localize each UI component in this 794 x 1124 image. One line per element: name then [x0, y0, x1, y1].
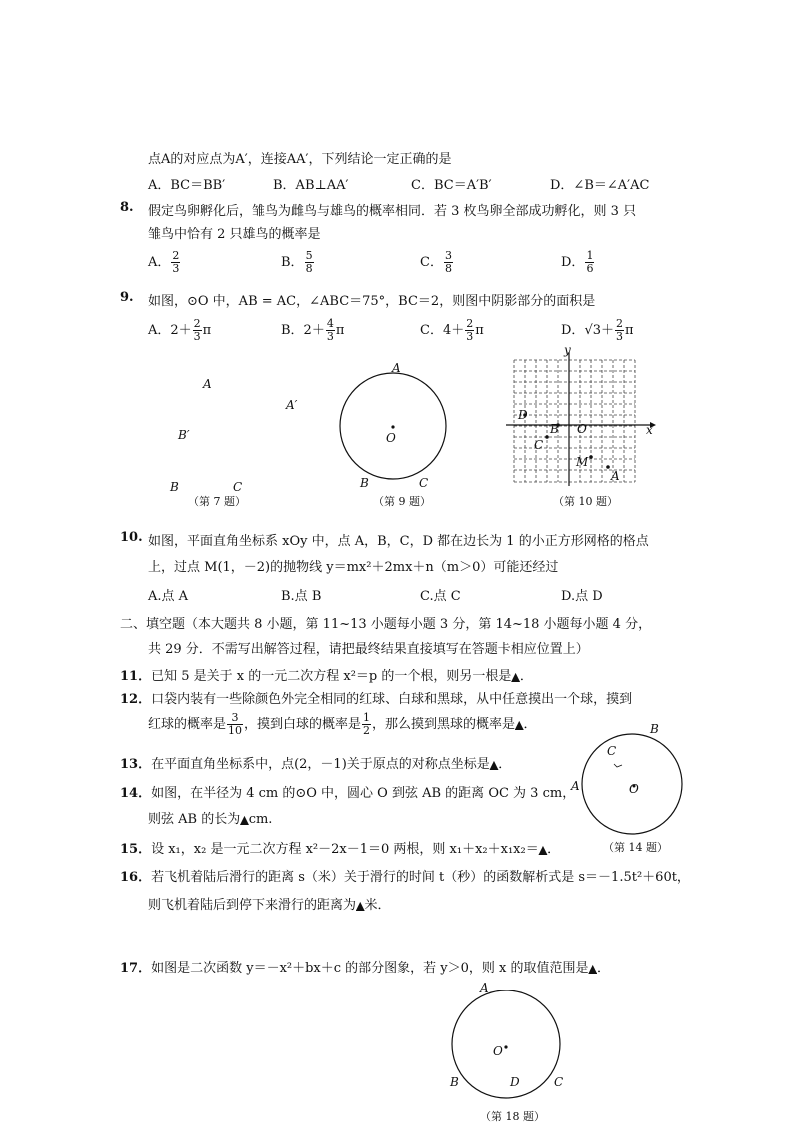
q17	[120, 957, 610, 976]
q8-option-c[interactable]	[420, 250, 454, 275]
q14-line2	[148, 808, 272, 827]
q15-number: 15．	[120, 842, 152, 857]
fig7-caption: （第 7 题）	[188, 495, 246, 508]
q8-line2: 雏鸟中恰有 2 只雄鸟的概率是	[148, 227, 321, 242]
fig10-label-c: C	[534, 438, 544, 452]
q12-number: 12．	[120, 692, 152, 707]
fig9-caption: （第 9 题）	[373, 495, 431, 508]
fig18-caption: （第 18 题）	[480, 1110, 545, 1123]
q12-text2: 红球的概率是	[148, 717, 227, 732]
fig18-label-c: C	[554, 1075, 564, 1089]
q14-line1	[120, 782, 575, 801]
q15-end: ．	[547, 842, 561, 857]
fig10-point-a	[606, 465, 610, 469]
q8-number: 8.	[120, 200, 134, 215]
fig10-label-y: y	[564, 343, 571, 357]
fig7-label-c: C	[233, 480, 243, 494]
plus-sign: ＋	[601, 323, 615, 338]
q14-answer-blank[interactable]: ▲	[240, 813, 249, 826]
fig9-center-dot	[391, 425, 394, 428]
q16-text1: 若飞机着陆后滑行的距离 s（米）关于滑行的时间 t（秒）的函数解析式是 s＝－1.5t²＋60t，	[151, 870, 690, 885]
q16-text2: 则飞机着陆后到停下来滑行的距离为	[148, 898, 357, 913]
q12-frac-white: $\frac{1}{2}$	[363, 711, 371, 737]
q9-a-frac: $\frac{2}{3}$	[193, 317, 201, 343]
fig7-label-a-prime: A′	[286, 398, 298, 412]
fig14-right-angle-mark	[614, 764, 622, 767]
q12-line1	[120, 688, 632, 707]
fig18-label-b: B	[450, 1075, 459, 1089]
q17-number: 17．	[120, 961, 152, 976]
q12-text1: 口袋内装有一些除颜色外完全相同的红球、白球和黑球，从中任意摸出一个球，摸到	[151, 692, 633, 707]
q12-answer-blank[interactable]: ▲	[515, 718, 524, 731]
fig18-label-o: O	[493, 1044, 503, 1058]
q15-text: 设 x₁，x₂ 是一元二次方程 x²－2x－1＝0 两根，则 x₁＋x₂＋x₁x₂＝	[151, 842, 539, 857]
fig18-center-dot	[504, 1045, 507, 1048]
q10-option-a[interactable]: A.点 A	[148, 589, 189, 604]
fig14-label-o: O	[629, 782, 639, 796]
fig10-label-d: D	[518, 408, 528, 422]
fig18-svg	[448, 990, 566, 1100]
q13-number: 13．	[120, 757, 152, 772]
q13	[120, 753, 511, 772]
q13-text: 在平面直角坐标系中，点(2，－1)关于原点的对称点坐标是	[151, 757, 490, 772]
section2-heading-line1: 二、填空题（本大题共 8 小题，第 11~13 小题每小题 3 分，第 14~18 小题每小题 4 分，	[120, 617, 652, 632]
q9-number: 9.	[120, 290, 134, 305]
q9-a-prefix: A．2＋	[148, 323, 192, 338]
q9-option-a[interactable]	[148, 318, 211, 343]
q8-c-letter: C．	[420, 255, 443, 270]
q9-d-prefix: D．	[561, 323, 585, 338]
fig14-label-b: B	[650, 722, 659, 736]
q8-d-frac: $\frac{1}{6}$	[586, 249, 594, 275]
fig9-label-a: A	[392, 361, 401, 375]
q9-option-d[interactable]	[561, 318, 634, 343]
q7-option-d[interactable]: D．∠B＝∠A′AC	[550, 178, 650, 193]
fig14-label-a: A	[571, 779, 580, 793]
fig7-label-b-prime: B′	[178, 428, 190, 442]
q11-text: 已知 5 是关于 x 的一元二次方程 x²＝p 的一个根，则另一根是	[151, 669, 512, 684]
q17-end: ．	[597, 961, 611, 976]
fig10-label-x: x	[646, 423, 653, 437]
q9-stem: 如图，⊙O 中，AB = AC，∠ABC＝75°，BC＝2，则图中阴影部分的面积是	[148, 294, 596, 309]
fig7-label-b: B	[170, 480, 179, 494]
q10-number: 10.	[120, 530, 143, 545]
q8-option-d[interactable]	[561, 250, 595, 275]
q13-end: ．	[498, 757, 512, 772]
q17-text: 如图是二次函数 y＝－x²＋bx＋c 的部分图象，若 y＞0，则 x 的取值范围是	[151, 961, 589, 976]
q11-number: 11．	[120, 669, 152, 684]
q8-a-letter: A．	[148, 255, 171, 270]
fig9-label-b: B	[360, 476, 369, 490]
q15-answer-blank[interactable]: ▲	[538, 843, 548, 856]
q9-option-b[interactable]	[281, 318, 344, 343]
q9-b-prefix: B．2＋	[281, 323, 325, 338]
q9-c-frac: $\frac{2}{3}$	[466, 317, 474, 343]
fig10-label-b: B	[550, 422, 559, 436]
pi-symbol: π	[475, 323, 484, 338]
q14-text2: 则弦 AB 的长为	[148, 812, 241, 827]
q9-b-frac: $\frac{4}{3}$	[326, 317, 334, 343]
q10-option-d[interactable]: D.点 D	[561, 589, 603, 604]
pi-symbol: π	[625, 323, 634, 338]
q10-line1: 如图，平面直角坐标系 xOy 中，点 A，B，C，D 都在边长为 1 的小正方形网格的格点	[148, 534, 649, 549]
fig10-point-m	[589, 455, 593, 459]
sqrt-three: √3	[584, 323, 601, 338]
fig9-circle-svg	[336, 370, 452, 482]
fig10-label-m: M	[576, 455, 589, 469]
q9-option-c[interactable]	[420, 318, 484, 343]
fig10-caption: （第 10 题）	[553, 495, 618, 508]
q10-option-c[interactable]: C.点 C	[420, 589, 461, 604]
q10-option-b[interactable]: B.点 B	[281, 589, 322, 604]
q13-answer-blank[interactable]: ▲	[489, 758, 499, 771]
pi-symbol: π	[335, 323, 345, 338]
fig10-point-c	[545, 435, 549, 439]
fig10-grid	[514, 360, 635, 482]
fig10-label-o: O	[577, 422, 587, 436]
q8-option-a[interactable]	[148, 250, 181, 275]
q8-option-b[interactable]	[281, 250, 315, 275]
q11-answer-blank[interactable]: ▲	[511, 670, 520, 683]
q7-option-a[interactable]: A．BC＝BB′	[148, 178, 226, 193]
q7-option-c[interactable]: C．BC＝A′B′	[411, 178, 492, 193]
q8-d-letter: D．	[561, 255, 585, 270]
q12-text4: ，那么摸到黑球的概率是	[372, 717, 516, 732]
section2-heading-line2: 共 29 分．不需写出解答过程，请把最终结果直接填写在答题卡相应位置上）	[148, 642, 589, 657]
q16-line2	[148, 894, 391, 913]
q12-frac-red: $\frac{3}{10}$	[228, 711, 243, 737]
q14-text1: 如图，在半径为 4 cm 的⊙O 中，圆心 O 到弦 AB 的距离 OC 为 3 cm，	[151, 786, 576, 801]
fig18-circle	[452, 990, 560, 1098]
q8-line1: 假定鸟卵孵化后，雏鸟为雌鸟与雄鸟的概率相同．若 3 枚鸟卵全部成功孵化，则 3 只	[148, 204, 637, 219]
fig7-label-a: A	[203, 377, 212, 391]
q16-unit: 米．	[364, 898, 391, 913]
fig14-label-c: C	[607, 744, 617, 758]
q10-line2: 上，过点 M(1，－2)的抛物线 y＝mx²＋2mx＋n（m＞0）可能还经过	[148, 560, 559, 575]
q8-c-frac: $\frac{3}{8}$	[444, 249, 452, 275]
q7-stem: 点A的对应点为A′，连接AA′，下列结论一定正确的是	[148, 152, 452, 167]
q14-number: 14．	[120, 786, 152, 801]
q8-b-letter: B．	[281, 255, 304, 270]
fig14-caption: （第 14 题）	[603, 841, 668, 854]
q17-answer-blank[interactable]: ▲	[588, 962, 597, 975]
q11	[120, 665, 533, 684]
q15	[120, 838, 560, 857]
q16-answer-blank[interactable]: ▲	[356, 899, 365, 912]
fig10-label-a: A	[611, 469, 620, 483]
fig9-label-c: C	[419, 476, 429, 490]
q11-end: ．	[519, 669, 533, 684]
fig18-label-d: D	[510, 1075, 520, 1089]
q9-d-frac: $\frac{2}{3}$	[616, 317, 624, 343]
q8-a-frac: $\frac{2}{3}$	[172, 249, 180, 275]
fig9-label-o: O	[386, 431, 396, 445]
q12-end: ．	[523, 717, 537, 732]
q16-line1	[120, 866, 690, 885]
q14-unit: cm.	[248, 812, 273, 827]
q8-b-frac: $\frac{5}{8}$	[305, 249, 313, 275]
q7-option-b[interactable]: B．AB⊥AA′	[273, 178, 349, 193]
q16-number: 16．	[120, 870, 152, 885]
q12-text3: ，摸到白球的概率是	[244, 717, 362, 732]
q9-c-prefix: C．4＋	[420, 323, 465, 338]
pi-symbol: π	[202, 323, 212, 338]
q12-line2	[148, 712, 537, 737]
fig18-label-a: A	[480, 981, 489, 995]
